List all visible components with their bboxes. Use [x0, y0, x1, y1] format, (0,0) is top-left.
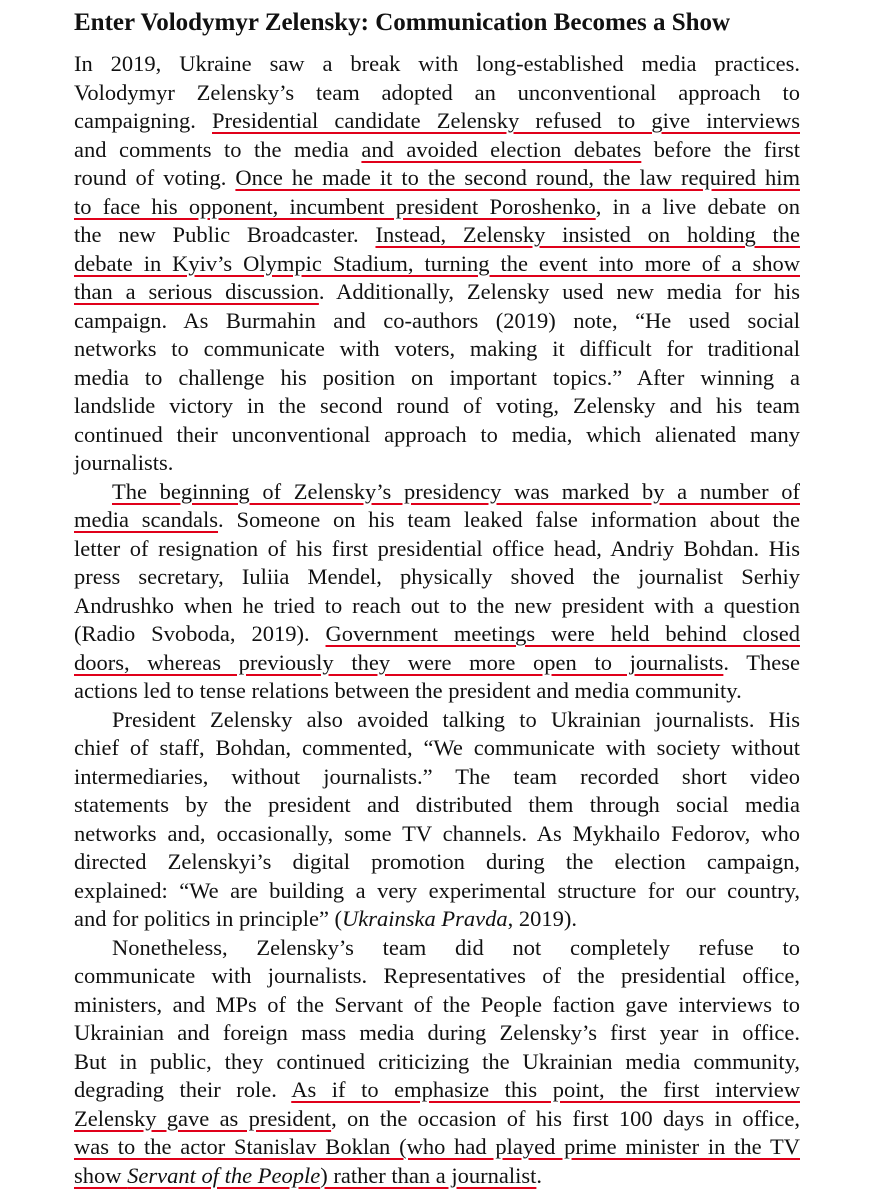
text-line [74, 307, 800, 335]
text-line [74, 1076, 800, 1104]
text-span: . Someone on his team leaked false information about the [218, 507, 800, 532]
text-line [112, 478, 800, 506]
underlined-text: Zelensky gave as president [74, 1105, 332, 1131]
text-line [74, 136, 800, 164]
text-span: Ukrainian and foreign mass media during Zelensky’s first year in office. [74, 1020, 800, 1045]
text-span: continued their unconventional approach to media, which alienated many [74, 421, 800, 447]
text-line [74, 50, 800, 78]
text-line [74, 335, 800, 363]
section-title: Enter Volodymyr Zelensky: Communication Becomes a Show [74, 9, 731, 36]
text-line [74, 848, 800, 876]
text-span: Nonetheless, Zelensky’s team did not completely refuse to [112, 934, 800, 960]
text-line [74, 962, 800, 990]
text-span: , in a live debate on [595, 193, 800, 219]
text-line [74, 107, 800, 135]
text-line [74, 1162, 800, 1190]
text-line [74, 1048, 800, 1076]
text-span: (Radio Svoboda, 2019). [74, 621, 326, 646]
underlined-text: than a serious discussion [74, 279, 319, 304]
underlined-text: and avoided election debates [361, 136, 642, 162]
text-line [74, 535, 800, 563]
text-line [74, 763, 800, 791]
text-span: before the first [641, 136, 800, 162]
text-span: , on the occasion of his first 100 days in office, [331, 1105, 800, 1131]
text-line [74, 620, 800, 648]
text-span: . [536, 1162, 543, 1188]
text-line [74, 649, 800, 677]
underlined-text: Once he made it to the second round, the law required him [235, 165, 800, 190]
text-line [74, 905, 800, 933]
underlined-text: to face his opponent, incumbent president Poroshenko [74, 193, 596, 219]
text-span: , 2019). [507, 906, 578, 931]
text-span: . Additionally, Zelensky used new media for his [318, 279, 800, 304]
text-line [74, 563, 800, 591]
text-span: campaign. As Burmahin and co-authors (2019) note, “He used social [74, 307, 800, 333]
text-span: But in public, they continued criticizing the Ukrainian media community, [74, 1048, 800, 1074]
text-span: landslide victory in the second round of voting, Zelensky and his team [74, 393, 800, 418]
text-line [74, 877, 800, 905]
text-line [74, 79, 800, 107]
text-span: chief of staff, Bohdan, commented, “We communicate with society without [74, 735, 800, 760]
text-span: explained: “We are building a very experimental structure for our country, [74, 877, 800, 903]
text-line [74, 221, 800, 249]
text-span: letter of resignation of his first presidential office head, Andriy Bohdan. His [74, 535, 800, 561]
text-line [74, 193, 800, 221]
text-line [74, 734, 800, 762]
text-span: In 2019, Ukraine saw a break with long-established media practices. [74, 51, 800, 76]
text-span: and comments to the media [74, 136, 362, 162]
text-line [74, 449, 800, 477]
underlined-text: doors, whereas previously they were more open to journalists [74, 649, 724, 675]
text-span: ministers, and MPs of the Servant of the People faction gave interviews to [74, 991, 800, 1017]
text-line [74, 592, 800, 620]
text-line [74, 421, 800, 449]
underlined-text: debate in Kyiv’s Olympic Stadium, turning the event into more of a show [74, 250, 800, 276]
text-line [74, 506, 800, 534]
underlined-text: Servant of the People [127, 1162, 321, 1188]
text-line [112, 706, 800, 734]
text-span: actions led to tense relations between the president and media community. [74, 678, 742, 703]
text-span: round of voting. [74, 165, 236, 190]
text-line [74, 164, 800, 192]
underlined-text: Presidential candidate Zelensky refused to give interviews [212, 108, 800, 133]
text-span: and for politics in principle” ( [74, 906, 343, 931]
text-span: directed Zelenskyi’s digital promotion during the election campaign, [74, 849, 800, 874]
underlined-text: Government meetings were held behind closed [325, 621, 800, 646]
text-span: campaigning. [74, 108, 212, 133]
text-line [74, 1019, 800, 1047]
text-span: communicate with journalists. Representatives of the presidential office, [74, 963, 800, 988]
italic-text: Ukrainska Pravda [342, 906, 508, 931]
text-span: intermediaries, without journalists.” The team recorded short video [74, 763, 800, 789]
underlined-text: show [74, 1162, 128, 1188]
text-span: degrading their role. [74, 1077, 292, 1102]
text-line [74, 677, 800, 705]
underlined-text: As if to emphasize this point, the first interview [291, 1077, 800, 1102]
text-line [74, 392, 800, 420]
text-span: . These [723, 649, 800, 675]
text-line [74, 1105, 800, 1133]
text-line [74, 364, 800, 392]
text-span: Andrushko when he tried to reach out to the new president with a question [74, 592, 800, 618]
text-span: media to challenge his position on important topics.” After winning a [74, 364, 800, 390]
underlined-text: ) rather than a journalist [320, 1162, 537, 1188]
text-span: Volodymyr Zelensky’s team adopted an unconventional approach to [74, 79, 800, 105]
text-span: President Zelensky also avoided talking to Ukrainian journalists. His [112, 706, 800, 732]
text-span: statements by the president and distributed them through social media [74, 792, 800, 817]
text-span: the new Public Broadcaster. [74, 222, 376, 247]
text-span: networks and, occasionally, some TV channels. As Mykhailo Fedorov, who [74, 820, 800, 846]
text-line [74, 820, 800, 848]
underlined-text: media scandals [74, 507, 219, 532]
text-line [74, 278, 800, 306]
text-line [74, 791, 800, 819]
text-span: journalists. [74, 450, 174, 475]
text-line [112, 934, 800, 962]
text-span: networks to communicate with voters, making it difficult for traditional [74, 336, 800, 361]
text-line [74, 991, 800, 1019]
text-line [74, 250, 800, 278]
underlined-text: The beginning of Zelensky’s presidency was marked by a number of [112, 478, 800, 504]
underlined-text: Instead, Zelensky insisted on holding the [375, 222, 800, 247]
text-line [74, 1133, 800, 1161]
text-span: press secretary, Iuliia Mendel, physically shoved the journalist Serhiy [74, 564, 800, 589]
underlined-text: was to the actor Stanislav Boklan (who had played prime minister in the TV [74, 1134, 800, 1159]
